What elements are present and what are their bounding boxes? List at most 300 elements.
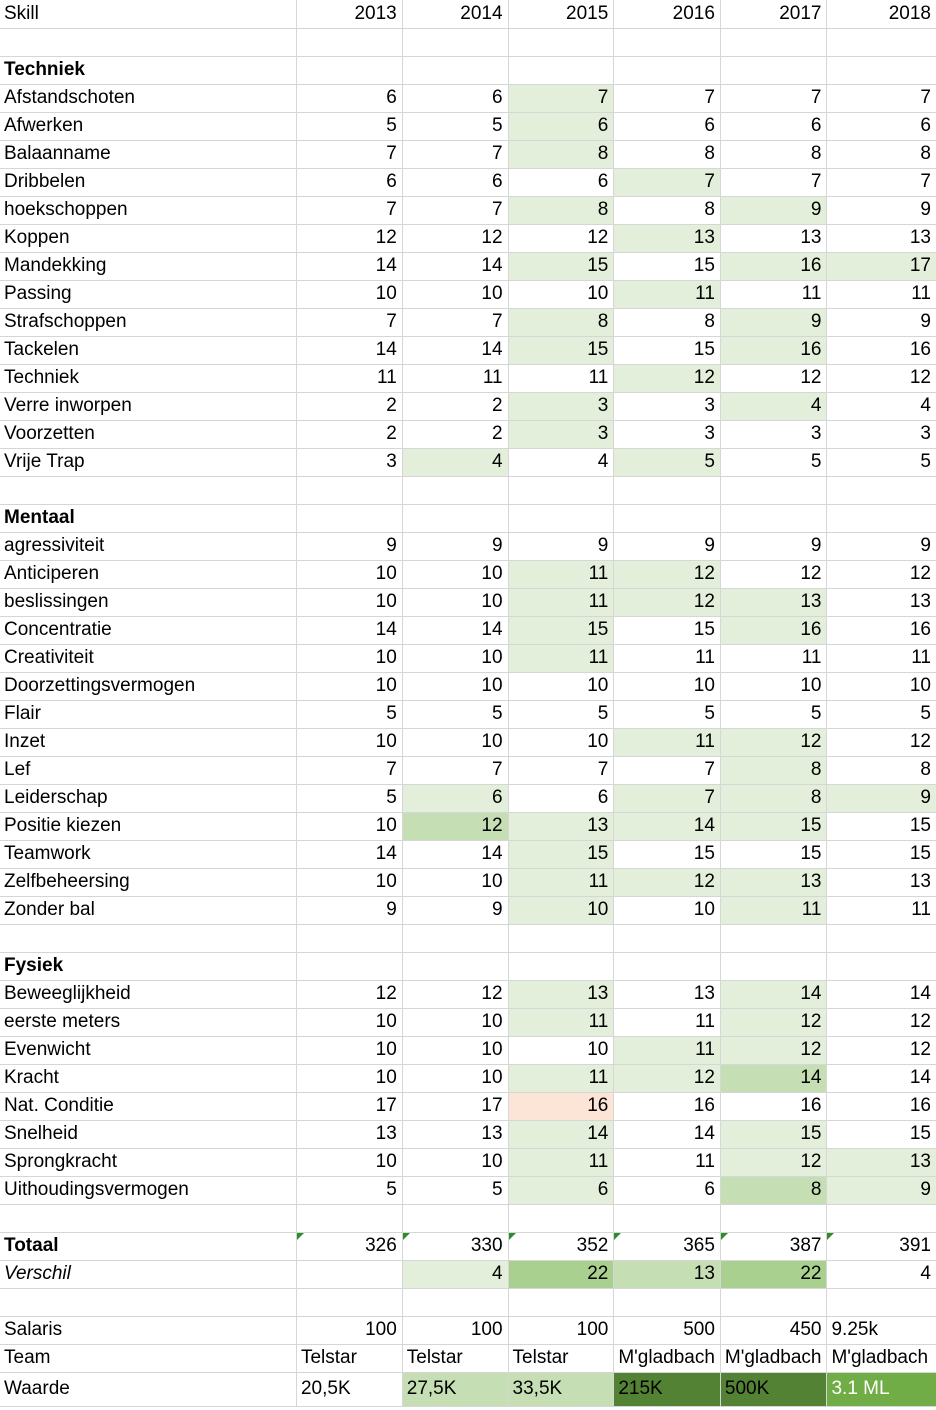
skill-value[interactable]: 9 (296, 532, 402, 560)
team-value[interactable]: M'gladbach (614, 1344, 721, 1372)
difference-value[interactable]: 22 (720, 1260, 827, 1288)
skill-label[interactable]: Evenwicht (0, 1036, 296, 1064)
skill-label[interactable]: Afwerken (0, 112, 296, 140)
skill-value[interactable]: 6 (720, 112, 827, 140)
skill-value[interactable]: 11 (614, 1008, 721, 1036)
skill-value[interactable]: 14 (827, 1064, 936, 1092)
empty-cell[interactable] (614, 476, 721, 504)
header-year[interactable]: 2016 (614, 0, 721, 28)
section-title[interactable]: Mentaal (0, 504, 296, 532)
difference-value[interactable]: 13 (614, 1260, 721, 1288)
skill-value[interactable]: 6 (827, 112, 936, 140)
skill-value[interactable]: 14 (720, 980, 827, 1008)
total-value[interactable] (508, 1232, 614, 1260)
skill-value[interactable]: 15 (827, 812, 936, 840)
skill-value[interactable]: 7 (508, 756, 614, 784)
skill-value[interactable]: 12 (827, 1036, 936, 1064)
empty-cell[interactable] (508, 28, 614, 56)
value-label[interactable]: Waarde (0, 1372, 296, 1406)
empty-cell[interactable] (508, 952, 614, 980)
skill-value[interactable]: 14 (720, 1064, 827, 1092)
empty-cell[interactable] (296, 56, 402, 84)
skill-value[interactable]: 8 (720, 784, 827, 812)
skill-value[interactable]: 10 (296, 1148, 402, 1176)
skill-value[interactable]: 10 (508, 728, 614, 756)
skill-value[interactable]: 16 (720, 336, 827, 364)
skill-value[interactable]: 6 (614, 1176, 721, 1204)
skill-value[interactable]: 10 (402, 728, 508, 756)
skill-label[interactable]: Vrije Trap (0, 448, 296, 476)
skill-value[interactable]: 14 (402, 336, 508, 364)
salary-value[interactable]: 100 (296, 1316, 402, 1344)
empty-cell[interactable] (720, 952, 827, 980)
skill-value[interactable]: 6 (296, 84, 402, 112)
skill-value[interactable]: 9 (827, 1176, 936, 1204)
skill-value[interactable]: 7 (296, 196, 402, 224)
skill-value[interactable]: 13 (827, 868, 936, 896)
skill-value[interactable]: 10 (296, 644, 402, 672)
skill-label[interactable]: Verre inworpen (0, 392, 296, 420)
skill-value[interactable]: 9 (614, 532, 721, 560)
empty-cell[interactable] (0, 476, 296, 504)
value-amount[interactable]: 20,5K (296, 1372, 402, 1406)
skill-value[interactable]: 10 (296, 672, 402, 700)
skill-label[interactable]: beslissingen (0, 588, 296, 616)
skill-value[interactable]: 10 (402, 672, 508, 700)
empty-cell[interactable] (614, 28, 721, 56)
skill-value[interactable]: 11 (827, 644, 936, 672)
skill-value[interactable]: 8 (614, 196, 721, 224)
skill-value[interactable]: 9 (827, 532, 936, 560)
skill-value[interactable]: 12 (614, 364, 721, 392)
skill-label[interactable]: Mandekking (0, 252, 296, 280)
empty-cell[interactable] (296, 504, 402, 532)
skill-value[interactable]: 12 (827, 728, 936, 756)
skill-value[interactable]: 14 (402, 616, 508, 644)
skill-label[interactable]: Teamwork (0, 840, 296, 868)
total-value[interactable] (720, 1232, 827, 1260)
skill-value[interactable]: 15 (720, 840, 827, 868)
skill-value[interactable]: 14 (296, 252, 402, 280)
skill-value[interactable]: 7 (827, 168, 936, 196)
skill-value[interactable]: 11 (827, 896, 936, 924)
skill-value[interactable]: 11 (614, 1148, 721, 1176)
empty-cell[interactable] (614, 1288, 721, 1316)
skill-value[interactable]: 5 (614, 700, 721, 728)
skill-value[interactable]: 5 (402, 700, 508, 728)
skill-label[interactable]: Strafschoppen (0, 308, 296, 336)
skill-value[interactable]: 14 (402, 840, 508, 868)
total-value[interactable] (402, 1232, 508, 1260)
skill-label[interactable]: Zelfbeheersing (0, 868, 296, 896)
empty-cell[interactable] (827, 476, 936, 504)
empty-cell[interactable] (296, 476, 402, 504)
skill-label[interactable]: Snelheid (0, 1120, 296, 1148)
difference-value[interactable]: 22 (508, 1260, 614, 1288)
skill-value[interactable]: 11 (720, 644, 827, 672)
difference-label[interactable]: Verschil (0, 1260, 296, 1288)
skill-label[interactable]: Doorzettingsvermogen (0, 672, 296, 700)
skill-value[interactable]: 12 (720, 1008, 827, 1036)
skill-value[interactable]: 10 (296, 868, 402, 896)
skill-value[interactable]: 10 (296, 560, 402, 588)
difference-value[interactable]: 4 (402, 1260, 508, 1288)
skill-value[interactable]: 6 (508, 784, 614, 812)
skill-value[interactable]: 7 (720, 168, 827, 196)
empty-cell[interactable] (720, 924, 827, 952)
skill-value[interactable]: 10 (508, 672, 614, 700)
skill-value[interactable]: 14 (296, 336, 402, 364)
skill-value[interactable]: 5 (827, 700, 936, 728)
empty-cell[interactable] (827, 28, 936, 56)
skill-label[interactable]: Beweeglijkheid (0, 980, 296, 1008)
skill-value[interactable]: 10 (402, 588, 508, 616)
skill-value[interactable]: 10 (296, 1064, 402, 1092)
team-value[interactable]: M'gladbach (827, 1344, 936, 1372)
skill-value[interactable]: 8 (827, 756, 936, 784)
skill-value[interactable]: 12 (296, 224, 402, 252)
empty-cell[interactable] (508, 1204, 614, 1232)
empty-cell[interactable] (508, 924, 614, 952)
skill-value[interactable]: 10 (296, 588, 402, 616)
skill-value[interactable]: 12 (720, 728, 827, 756)
skill-label[interactable]: Creativiteit (0, 644, 296, 672)
skill-value[interactable]: 6 (402, 84, 508, 112)
skill-value[interactable]: 4 (508, 448, 614, 476)
skill-value[interactable]: 5 (508, 700, 614, 728)
total-label[interactable]: Totaal (0, 1232, 296, 1260)
empty-cell[interactable] (827, 924, 936, 952)
skill-value[interactable]: 12 (720, 364, 827, 392)
skill-value[interactable]: 5 (296, 1176, 402, 1204)
skill-value[interactable]: 13 (402, 1120, 508, 1148)
skill-value[interactable]: 7 (402, 196, 508, 224)
skill-value[interactable]: 8 (614, 140, 721, 168)
total-value[interactable] (614, 1232, 721, 1260)
total-value[interactable] (296, 1232, 402, 1260)
skill-value[interactable]: 12 (614, 1064, 721, 1092)
skill-value[interactable]: 13 (827, 224, 936, 252)
skill-value[interactable]: 11 (508, 588, 614, 616)
skill-value[interactable]: 11 (508, 1064, 614, 1092)
empty-cell[interactable] (720, 56, 827, 84)
skill-label[interactable]: Dribbelen (0, 168, 296, 196)
skill-value[interactable]: 9 (720, 308, 827, 336)
skill-value[interactable]: 5 (296, 700, 402, 728)
header-skill[interactable]: Skill (0, 0, 296, 28)
empty-cell[interactable] (614, 504, 721, 532)
skill-value[interactable]: 7 (508, 84, 614, 112)
skill-value[interactable]: 2 (402, 392, 508, 420)
skill-value[interactable]: 10 (402, 1148, 508, 1176)
skill-value[interactable]: 7 (614, 756, 721, 784)
skill-value[interactable]: 13 (508, 980, 614, 1008)
skill-value[interactable]: 15 (508, 336, 614, 364)
skill-value[interactable]: 5 (720, 448, 827, 476)
skill-value[interactable]: 5 (614, 448, 721, 476)
skill-value[interactable]: 15 (720, 812, 827, 840)
skill-label[interactable]: Lef (0, 756, 296, 784)
skill-value[interactable]: 12 (296, 980, 402, 1008)
skill-value[interactable]: 11 (720, 896, 827, 924)
skill-value[interactable]: 10 (402, 644, 508, 672)
skill-value[interactable]: 16 (827, 616, 936, 644)
skill-value[interactable]: 11 (508, 1148, 614, 1176)
empty-cell[interactable] (296, 28, 402, 56)
skill-value[interactable]: 8 (720, 756, 827, 784)
header-year[interactable]: 2014 (402, 0, 508, 28)
empty-cell[interactable] (508, 56, 614, 84)
skill-value[interactable]: 15 (614, 840, 721, 868)
skill-value[interactable]: 17 (827, 252, 936, 280)
skill-value[interactable]: 10 (508, 1036, 614, 1064)
skill-label[interactable]: Anticiperen (0, 560, 296, 588)
empty-cell[interactable] (296, 1204, 402, 1232)
salary-label[interactable]: Salaris (0, 1316, 296, 1344)
skill-value[interactable]: 11 (614, 644, 721, 672)
skill-value[interactable]: 16 (508, 1092, 614, 1120)
empty-cell[interactable] (0, 1204, 296, 1232)
skill-value[interactable]: 14 (296, 616, 402, 644)
skill-value[interactable]: 7 (827, 84, 936, 112)
empty-cell[interactable] (0, 1288, 296, 1316)
skill-value[interactable]: 8 (614, 308, 721, 336)
empty-cell[interactable] (614, 56, 721, 84)
empty-cell[interactable] (720, 28, 827, 56)
value-amount[interactable]: 215K (614, 1372, 721, 1406)
skill-value[interactable]: 10 (402, 560, 508, 588)
skill-value[interactable]: 14 (614, 812, 721, 840)
skill-value[interactable]: 8 (508, 196, 614, 224)
value-amount[interactable]: 33,5K (508, 1372, 614, 1406)
skill-value[interactable]: 13 (827, 1148, 936, 1176)
skill-value[interactable]: 14 (402, 252, 508, 280)
skill-value[interactable]: 13 (720, 224, 827, 252)
skill-value[interactable]: 5 (296, 784, 402, 812)
skill-value[interactable]: 7 (402, 308, 508, 336)
skill-value[interactable]: 15 (827, 840, 936, 868)
skill-label[interactable]: Voorzetten (0, 420, 296, 448)
skill-value[interactable]: 11 (402, 364, 508, 392)
value-amount[interactable]: 27,5K (402, 1372, 508, 1406)
skill-value[interactable]: 3 (508, 420, 614, 448)
skill-value[interactable]: 14 (827, 980, 936, 1008)
skill-value[interactable]: 13 (296, 1120, 402, 1148)
skill-value[interactable]: 6 (508, 1176, 614, 1204)
skill-value[interactable]: 7 (614, 784, 721, 812)
skill-label[interactable]: Leiderschap (0, 784, 296, 812)
skill-label[interactable]: hoekschoppen (0, 196, 296, 224)
skill-label[interactable]: Passing (0, 280, 296, 308)
skill-label[interactable]: Concentratie (0, 616, 296, 644)
skill-label[interactable]: Koppen (0, 224, 296, 252)
skill-value[interactable]: 12 (827, 1008, 936, 1036)
skill-value[interactable]: 12 (614, 868, 721, 896)
skill-value[interactable]: 9 (827, 784, 936, 812)
skill-value[interactable]: 3 (614, 392, 721, 420)
skill-value[interactable]: 10 (720, 672, 827, 700)
skill-value[interactable]: 10 (402, 280, 508, 308)
value-amount[interactable]: 500K (720, 1372, 827, 1406)
skill-value[interactable]: 13 (508, 812, 614, 840)
skill-value[interactable]: 7 (720, 84, 827, 112)
skill-value[interactable]: 11 (508, 364, 614, 392)
difference-value[interactable] (296, 1260, 402, 1288)
header-year[interactable]: 2018 (827, 0, 936, 28)
skill-value[interactable]: 11 (720, 280, 827, 308)
skill-value[interactable]: 12 (614, 560, 721, 588)
empty-cell[interactable] (402, 924, 508, 952)
skill-value[interactable]: 11 (614, 280, 721, 308)
header-year[interactable]: 2015 (508, 0, 614, 28)
empty-cell[interactable] (0, 28, 296, 56)
skill-value[interactable]: 15 (614, 616, 721, 644)
skill-value[interactable]: 17 (296, 1092, 402, 1120)
empty-cell[interactable] (614, 1204, 721, 1232)
skill-value[interactable]: 10 (402, 868, 508, 896)
empty-cell[interactable] (614, 952, 721, 980)
skill-value[interactable]: 10 (508, 280, 614, 308)
empty-cell[interactable] (402, 504, 508, 532)
skill-value[interactable]: 9 (402, 532, 508, 560)
skill-value[interactable]: 12 (402, 980, 508, 1008)
skill-value[interactable]: 14 (296, 840, 402, 868)
skill-value[interactable]: 11 (508, 1008, 614, 1036)
skill-value[interactable]: 6 (508, 112, 614, 140)
skill-value[interactable]: 12 (720, 560, 827, 588)
skill-value[interactable]: 9 (508, 532, 614, 560)
skill-value[interactable]: 8 (720, 1176, 827, 1204)
skill-value[interactable]: 5 (402, 1176, 508, 1204)
team-label[interactable]: Team (0, 1344, 296, 1372)
skill-label[interactable]: Techniek (0, 364, 296, 392)
skill-value[interactable]: 2 (402, 420, 508, 448)
empty-cell[interactable] (720, 1288, 827, 1316)
skill-value[interactable]: 17 (402, 1092, 508, 1120)
skill-value[interactable]: 12 (720, 1036, 827, 1064)
skill-value[interactable]: 14 (508, 1120, 614, 1148)
skill-value[interactable]: 4 (827, 392, 936, 420)
skill-value[interactable]: 16 (720, 252, 827, 280)
skill-value[interactable]: 16 (614, 1092, 721, 1120)
skill-value[interactable]: 11 (614, 1036, 721, 1064)
value-amount[interactable]: 3.1 ML (827, 1372, 936, 1406)
empty-cell[interactable] (614, 924, 721, 952)
skill-value[interactable]: 12 (402, 224, 508, 252)
skill-value[interactable]: 3 (827, 420, 936, 448)
skill-value[interactable]: 10 (296, 1008, 402, 1036)
skill-value[interactable]: 10 (296, 1036, 402, 1064)
skill-label[interactable]: Balaanname (0, 140, 296, 168)
team-value[interactable]: Telstar (402, 1344, 508, 1372)
skill-value[interactable]: 8 (720, 140, 827, 168)
skill-value[interactable]: 7 (402, 756, 508, 784)
skill-label[interactable]: Positie kiezen (0, 812, 296, 840)
empty-cell[interactable] (827, 1204, 936, 1232)
skill-value[interactable]: 16 (827, 336, 936, 364)
empty-cell[interactable] (508, 504, 614, 532)
skill-value[interactable]: 12 (508, 224, 614, 252)
skill-value[interactable]: 7 (296, 140, 402, 168)
skill-value[interactable]: 10 (614, 896, 721, 924)
skill-value[interactable]: 11 (508, 560, 614, 588)
empty-cell[interactable] (827, 56, 936, 84)
skill-value[interactable]: 12 (827, 364, 936, 392)
skill-value[interactable]: 2 (296, 420, 402, 448)
skill-value[interactable]: 16 (827, 1092, 936, 1120)
skill-value[interactable]: 10 (296, 280, 402, 308)
skill-value[interactable]: 3 (614, 420, 721, 448)
skill-value[interactable]: 9 (296, 896, 402, 924)
skill-label[interactable]: Uithoudingsvermogen (0, 1176, 296, 1204)
salary-value[interactable]: 100 (402, 1316, 508, 1344)
skill-label[interactable]: Afstandschoten (0, 84, 296, 112)
skill-value[interactable]: 8 (508, 140, 614, 168)
skill-value[interactable]: 10 (402, 1008, 508, 1036)
skill-value[interactable]: 7 (402, 140, 508, 168)
skill-value[interactable]: 12 (402, 812, 508, 840)
skill-value[interactable]: 13 (827, 588, 936, 616)
skill-value[interactable]: 12 (614, 588, 721, 616)
skill-value[interactable]: 16 (720, 1092, 827, 1120)
skill-value[interactable]: 12 (827, 560, 936, 588)
skill-value[interactable]: 5 (827, 448, 936, 476)
empty-cell[interactable] (402, 952, 508, 980)
empty-cell[interactable] (0, 924, 296, 952)
skill-value[interactable]: 13 (720, 868, 827, 896)
skill-value[interactable]: 9 (720, 196, 827, 224)
skill-value[interactable]: 5 (720, 700, 827, 728)
empty-cell[interactable] (720, 1204, 827, 1232)
salary-value[interactable]: 9.25k (827, 1316, 936, 1344)
skill-value[interactable]: 8 (827, 140, 936, 168)
skill-value[interactable]: 13 (614, 980, 721, 1008)
empty-cell[interactable] (402, 28, 508, 56)
skill-value[interactable]: 12 (720, 1148, 827, 1176)
skill-value[interactable]: 15 (827, 1120, 936, 1148)
empty-cell[interactable] (402, 476, 508, 504)
skill-value[interactable]: 15 (508, 616, 614, 644)
section-title[interactable]: Techniek (0, 56, 296, 84)
skill-label[interactable]: Flair (0, 700, 296, 728)
skill-value[interactable]: 9 (827, 196, 936, 224)
skill-value[interactable]: 16 (720, 616, 827, 644)
skill-label[interactable]: eerste meters (0, 1008, 296, 1036)
empty-cell[interactable] (827, 952, 936, 980)
skill-value[interactable]: 10 (508, 896, 614, 924)
skill-value[interactable]: 6 (296, 168, 402, 196)
skill-value[interactable]: 3 (508, 392, 614, 420)
skill-value[interactable]: 10 (614, 672, 721, 700)
skill-value[interactable]: 10 (402, 1064, 508, 1092)
skill-value[interactable]: 11 (614, 728, 721, 756)
section-title[interactable]: Fysiek (0, 952, 296, 980)
skill-label[interactable]: Kracht (0, 1064, 296, 1092)
skill-value[interactable]: 10 (296, 812, 402, 840)
skill-value[interactable]: 5 (402, 112, 508, 140)
empty-cell[interactable] (296, 952, 402, 980)
skill-label[interactable]: agressiviteit (0, 532, 296, 560)
salary-value[interactable]: 100 (508, 1316, 614, 1344)
skill-value[interactable]: 10 (402, 1036, 508, 1064)
team-value[interactable]: Telstar (508, 1344, 614, 1372)
team-value[interactable]: Telstar (296, 1344, 402, 1372)
total-value[interactable] (827, 1232, 936, 1260)
skill-value[interactable]: 9 (827, 308, 936, 336)
empty-cell[interactable] (402, 56, 508, 84)
skill-value[interactable]: 6 (402, 784, 508, 812)
skill-label[interactable]: Zonder bal (0, 896, 296, 924)
